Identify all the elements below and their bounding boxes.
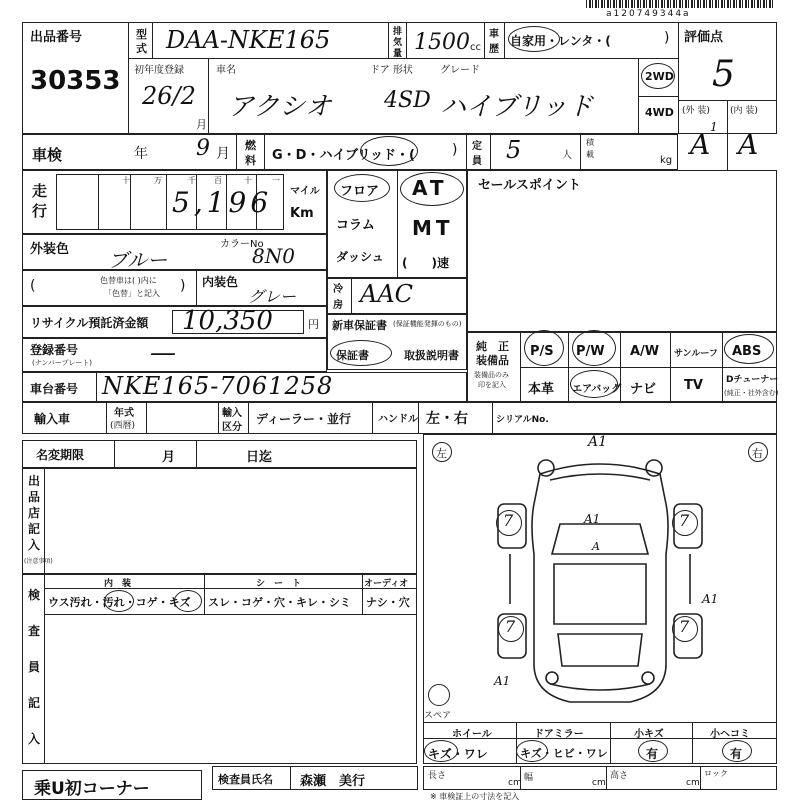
lot-number: 30353 (30, 66, 121, 96)
damage-mark: A1 (494, 674, 511, 688)
equip-tv: TV (684, 378, 703, 393)
equip-dtuner: Dチューナー (726, 375, 779, 385)
equip-navi: ナビ (630, 382, 657, 397)
mileage-value: 5,196 (172, 186, 273, 219)
equip-abs: ABS (732, 344, 762, 359)
exterior-color: ブルー (108, 248, 168, 272)
history-value: 自家用・レンタ・( (510, 34, 611, 48)
corner-label: 乗U初コーナー (34, 779, 150, 799)
aircon-value: AAC (360, 280, 414, 308)
car-name: アクシオ (228, 92, 332, 122)
equip-airbag: エアバッグ (572, 384, 622, 395)
drive-4wd: 4WD (645, 106, 674, 119)
damage-mark: A1 (588, 434, 608, 450)
damage-mark: A1 (584, 512, 601, 526)
inspector-name: 森瀬 美行 (300, 774, 366, 789)
color-number: 8N0 (252, 244, 295, 268)
equip-aw: A/W (630, 344, 660, 359)
displacement-value: 1500 (414, 30, 470, 55)
score-label: 評価点 (684, 30, 724, 45)
spare-tire (428, 684, 450, 706)
equip-leather: 本革 (528, 382, 555, 397)
grade-value: ハイブリッド (440, 92, 594, 122)
car-outline (480, 444, 720, 714)
barcode-number: a120749344a (606, 9, 691, 19)
exterior-score: A (690, 128, 711, 161)
doors-value: 4SD (384, 88, 431, 113)
damage-mark: A1 (702, 592, 719, 606)
recycle-value: 10,350 (182, 306, 273, 336)
model-code: DAA-NKE165 (166, 26, 331, 54)
trans-at: AT (412, 176, 448, 200)
equip-sunroof: サンルーフ (674, 349, 718, 359)
damage-mark: A (592, 540, 600, 553)
drive-2wd: 2WD (645, 70, 674, 83)
first-registration: 26/2 (142, 82, 196, 110)
history-circle (508, 26, 560, 52)
inspection-month: 9 (196, 136, 210, 161)
regno-value: — (150, 338, 176, 368)
interior-score: A (738, 128, 759, 161)
fuel-value: G・D・ハイブリッド・( (272, 148, 415, 163)
interior-color: グレー (248, 287, 297, 306)
trans-mt: MT (412, 216, 454, 240)
chassis-number: NKE165-7061258 (102, 372, 334, 400)
barcode (586, 0, 774, 8)
equip-ps: P/S (530, 344, 554, 359)
lot-label: 出品番号 (30, 30, 83, 45)
capacity-value: 5 (506, 136, 522, 164)
score-value: 5 (712, 54, 735, 95)
equip-pw: P/W (576, 344, 605, 359)
